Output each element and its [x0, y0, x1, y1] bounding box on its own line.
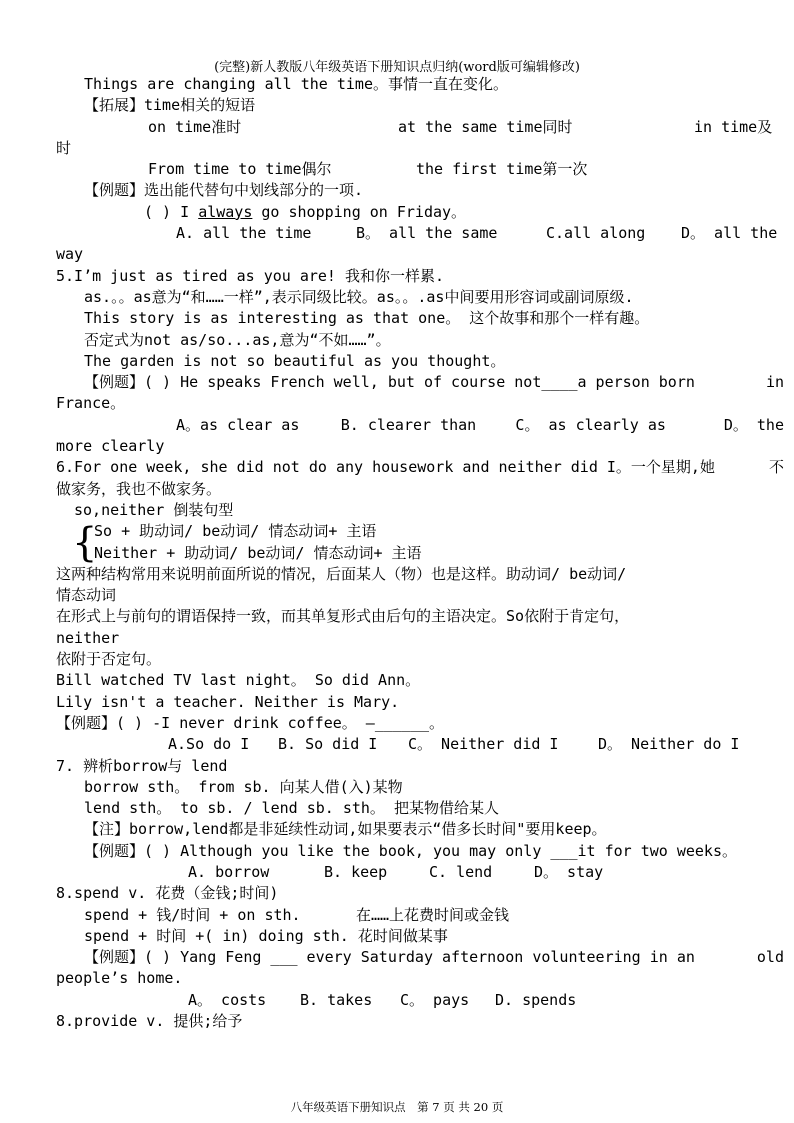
phrase: at the same time同时 — [398, 117, 573, 136]
text-line: people’s home. — [56, 969, 183, 988]
phrase-row — [56, 117, 784, 138]
options-row — [56, 734, 784, 755]
pattern-line: So + 助动词/ be动词/ 情态动词+ 主语 — [94, 522, 377, 541]
option: A。 costs — [188, 990, 267, 1009]
exercise-question: 【例题】( ) Although you like the book, you may only ___it for two weeks。 — [84, 841, 737, 860]
option: C.all along — [546, 224, 646, 243]
underlined-word: always — [198, 202, 253, 221]
exercise-question: 【例题】( ) -I never drink coffee。 —______。 — [56, 713, 445, 732]
text-line: France。 — [56, 394, 126, 413]
text-line: The garden is not so beautiful as you thought。 — [84, 351, 506, 370]
option: D. spends — [495, 990, 577, 1009]
question-text: 【例题】( ) Yang Feng ___ every Saturday afternoon volunteering in an — [84, 948, 695, 967]
text-line — [56, 905, 784, 926]
text-line: 时 — [56, 138, 72, 157]
text-line: Things are changing all the time。事情一直在变化。 — [84, 75, 508, 93]
option: B。 all the same — [356, 224, 498, 243]
exercise-question — [56, 372, 784, 393]
item-heading: 5.I’m just as tired as you are! 我和你一样累. — [56, 266, 445, 285]
page-content — [56, 74, 784, 1032]
text-line: lend sth。 to sb. / lend sb. sth。 把某物借给某人 — [84, 799, 499, 818]
section-heading: 【拓展】time相关的短语 — [84, 96, 256, 115]
text: 6.For one week, she did not do any housework and neither did I。一个星期,她 — [56, 458, 715, 477]
option: C。 as clearly as — [515, 415, 666, 434]
item-heading: 7. 辨析borrow与 lend — [56, 756, 228, 775]
text-line: spend + 时间 +( in) doing sth. 花时间做某事 — [84, 926, 448, 945]
option: C. lend — [429, 862, 493, 881]
text-line: more clearly — [56, 437, 165, 456]
option: B. So did I — [278, 735, 378, 754]
text: 在……上花费时间或金钱 — [356, 905, 510, 924]
exercise-question — [56, 202, 784, 223]
option: D。 all the — [681, 224, 778, 243]
question-text: 【例题】( ) He speaks French well, but of course not____a person born — [84, 373, 695, 392]
text-line: 依附于否定句。 — [56, 650, 162, 669]
text-line: as.。。as意为“和……一样”,表示同级比较。as。。.as中间要用形容词或副词原级. — [84, 287, 634, 306]
options-row — [56, 223, 784, 244]
exercise-question — [56, 947, 784, 968]
page-footer: 八年级英语下册知识点 第 7 页 共 20 页 — [290, 1100, 504, 1114]
example-sentence: Bill watched TV last night。 So did Ann。 — [56, 671, 421, 690]
question-text: ( ) I — [144, 202, 199, 221]
option: D。 stay — [534, 862, 604, 881]
phrase-row — [56, 159, 784, 180]
item-heading — [56, 457, 784, 478]
text: 不 — [768, 458, 784, 477]
option: D。 the — [723, 415, 784, 434]
option: C。 pays — [400, 990, 470, 1009]
question-text: in — [765, 373, 784, 392]
item-heading: 8.provide v. 提供;给予 — [56, 1012, 243, 1031]
phrase: on time准时 — [148, 117, 242, 136]
option: B. takes — [300, 990, 373, 1009]
text-line: 情态动词 — [56, 586, 117, 605]
question-text: old — [756, 948, 784, 967]
page-header: (完整)新人教版八年级英语下册知识点归纳(word版可编辑修改) — [214, 60, 580, 75]
exercise-heading: 【例题】选出能代替句中划线部分的一项. — [84, 181, 364, 200]
text: spend + 钱/时间 + on sth. — [84, 905, 301, 924]
text-line: 这两种结构常用来说明前面所说的情况，后面某人（物）也是这样。助动词/ be动词/ — [56, 564, 627, 583]
pattern-group — [56, 520, 784, 567]
text-line: neither — [56, 628, 120, 647]
option: C。 Neither did I — [408, 735, 559, 754]
option: A。as clear as — [176, 415, 300, 434]
options-row — [56, 862, 784, 883]
option: A. all the time — [176, 224, 312, 243]
question-text: go shopping on Friday。 — [252, 202, 467, 221]
text-line: 做家务，我也不做家务。 — [56, 479, 222, 498]
phrase: the first time第一次 — [416, 160, 588, 179]
pattern-line: Neither + 助动词/ be动词/ 情态动词+ 主语 — [94, 543, 422, 562]
text-line: so,neither 倒装句型 — [74, 500, 234, 519]
text-line: This story is as interesting as that one。 这个故事和那个一样有趣。 — [84, 309, 650, 328]
option: B. clearer than — [340, 415, 477, 434]
text-line: 在形式上与前句的谓语保持一致，而其单复形式由后句的主语决定。So依附于肯定句， — [56, 607, 630, 626]
option: A. borrow — [188, 862, 270, 881]
options-row — [56, 990, 784, 1011]
option: A.So do I — [168, 735, 250, 754]
note-line: 【注】borrow,lend都是非延续性动词,如果要表示“借多长时间"要用keep。 — [84, 820, 607, 839]
item-heading: 8.spend v. 花费（金钱;时间) — [56, 884, 279, 903]
text-line: 否定式为not as/so...as,意为“不如……”。 — [84, 330, 391, 349]
phrase: in time及 — [694, 117, 773, 136]
option: D。 Neither do I — [598, 735, 740, 754]
text-line: way — [56, 245, 84, 264]
text-line: borrow sth。 from sb. 向某人借(入)某物 — [84, 777, 403, 796]
option: B. keep — [324, 862, 388, 881]
brace-symbol: { — [72, 520, 98, 567]
example-sentence: Lily isn't a teacher. Neither is Mary. — [56, 692, 400, 711]
phrase: From time to time偶尔 — [148, 160, 332, 179]
options-row — [56, 415, 784, 436]
